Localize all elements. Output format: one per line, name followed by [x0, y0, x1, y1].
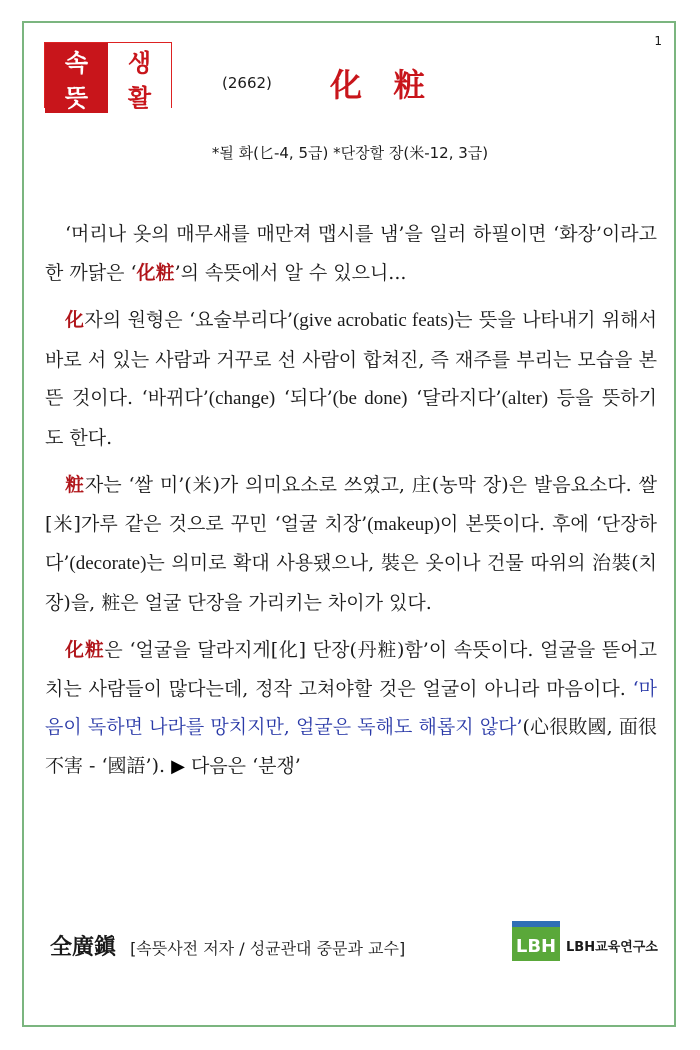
- page-title: 化 粧: [330, 66, 436, 104]
- brand-name: LBH교육연구소: [566, 939, 658, 955]
- english-gloss: (alter): [501, 388, 549, 409]
- text: 은 ‘얼굴을 달라지게[化] 단장(丹粧)함’이 속뜻이다. 얼굴을 뜯어고치는 사람들이 많다는데, 정작 고쳐야할 것은 얼굴이 아니라 마음이다.: [45, 639, 657, 700]
- logo: [44, 42, 172, 112]
- english-gloss: (makeup): [367, 513, 441, 535]
- hanja-term: 粧: [65, 474, 85, 496]
- english-gloss: (give acrobatic feats): [292, 310, 455, 331]
- english-gloss: (be done): [332, 388, 408, 409]
- text: (心很敗國, 面很不害 - ‘國語’).: [45, 716, 657, 777]
- subtitle: *될 화(匕-4, 5급) *단장할 장(米-12, 3급): [211, 144, 489, 162]
- next-topic: 다음은 ‘분쟁’: [184, 754, 301, 777]
- text: ‘달라지다’: [407, 387, 502, 409]
- english-gloss: (change): [208, 388, 276, 409]
- page-number: 1: [654, 34, 662, 48]
- author-description: [속뜻사전 저자 / 성균관대 중문과 교수]: [130, 939, 406, 958]
- article-body: [45, 215, 657, 795]
- author-name: 全廣鎭: [50, 935, 117, 960]
- paragraph-1: [45, 215, 657, 292]
- quote: ‘마음이 독하면 나라를 망치지만, 얼굴은 독해도 해롭지 않다’: [45, 677, 657, 738]
- logo-char: 뜻: [45, 78, 108, 113]
- text: 자는 ‘쌀 미’(米)가 의미요소로 쓰였고, 庄(농막 장)은 발음요소다. 쌀[米]가루 같은 것으로 꾸민 ‘얼굴 치장’: [45, 474, 657, 535]
- logo-char: 활: [108, 78, 171, 113]
- text: ’의 속뜻에서 알 수 있으니...: [174, 261, 407, 284]
- paragraph-4: [45, 631, 657, 786]
- entry-number: (2662): [222, 74, 272, 92]
- logo-char: 생: [108, 43, 171, 78]
- text: 는 의미로 확대 사용됐으나, 裝은 옷이나 건물 따위의 治裝(치장)을, 粧은 얼굴 단장을 가리키는 차이가 있다.: [45, 552, 657, 614]
- text: 등을 뜻하기도 한다.: [45, 387, 657, 449]
- paragraph-3: [45, 466, 657, 622]
- hanja-term: 化粧: [65, 639, 105, 661]
- paragraph-2: [45, 301, 657, 457]
- text: ‘머리나 옷의 매무새를 매만져 맵시를 냄’을 일러 하필이면 ‘화장’이라고 한 까닭은 ‘: [45, 223, 657, 284]
- author-line: [50, 930, 405, 961]
- triangle-arrow-icon: ▶: [171, 755, 185, 777]
- text: ‘되다’: [275, 387, 333, 409]
- text: 자의 원형은 ‘요술부리다’: [84, 309, 293, 331]
- logo-char: 속: [45, 43, 108, 78]
- brand-logo: [510, 918, 660, 972]
- english-gloss: (decorate): [69, 553, 147, 574]
- lbh-logo-icon: [510, 919, 562, 971]
- text: 는 뜻을 나타내기 위해서 바로 서 있는 사람과 거꾸로 선 사람이 합쳐진, 즉 재주를 부리는 모습을 본뜬 것이다. ‘바뀌다’: [45, 309, 657, 409]
- lbh-mark-text: LBH: [515, 936, 557, 957]
- hanja-term: 化: [65, 309, 85, 331]
- hanja-term: 化粧: [136, 261, 175, 284]
- text: 이 본뜻이다. 후에 ‘단장하다’: [45, 512, 657, 574]
